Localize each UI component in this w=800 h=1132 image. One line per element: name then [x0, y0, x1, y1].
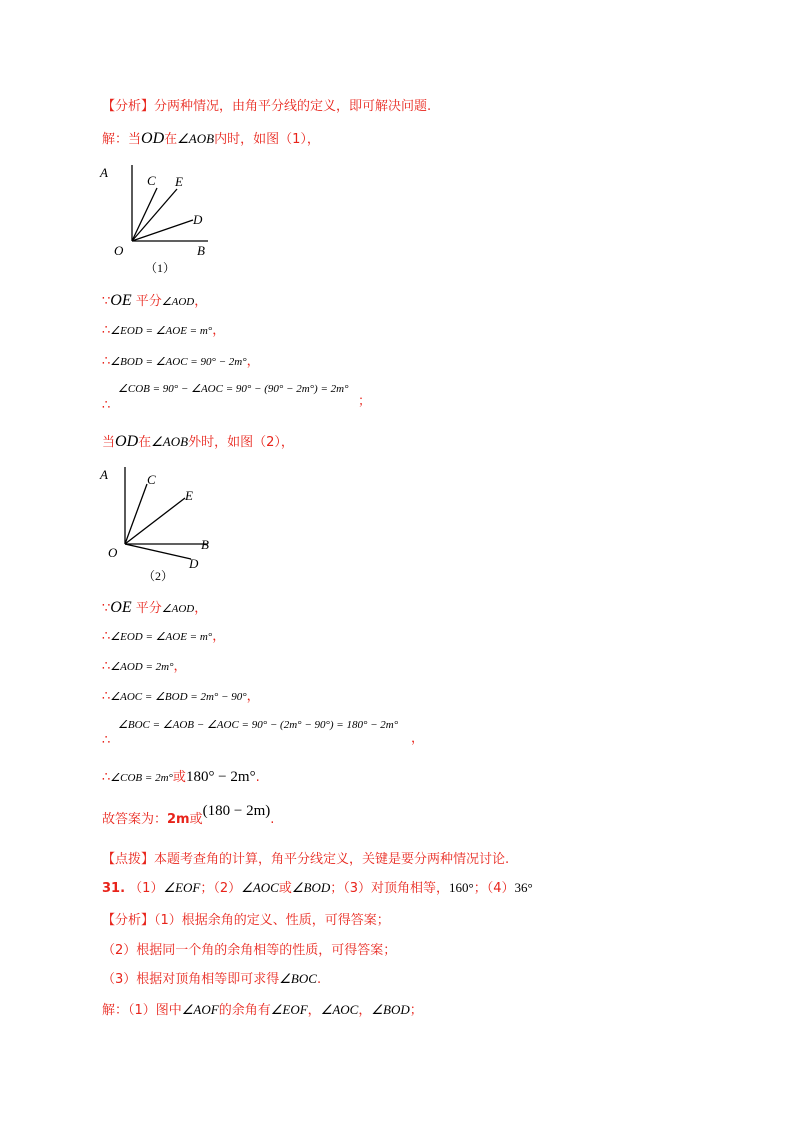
figure-1-caption: （1）	[145, 261, 176, 275]
case2-line-4	[102, 688, 260, 706]
semicolon: ；	[473, 881, 487, 896]
math-angle-aob: ∠AOB	[177, 131, 215, 146]
therefore-symbol: ∴	[102, 689, 111, 704]
therefore-symbol: ∴	[102, 659, 111, 674]
part-2-label: （2）	[213, 881, 242, 896]
analysis-text: 分两种情况，由角平分线的定义，即可解决问题.	[154, 99, 432, 114]
label-d: D	[189, 556, 199, 571]
case1-line-1	[102, 292, 207, 311]
label-e: E	[175, 174, 183, 189]
case1-line-4-expr	[118, 380, 348, 398]
label-b: B	[201, 537, 209, 552]
label-b: B	[197, 243, 205, 258]
solution-case-1-intro	[102, 130, 320, 149]
case1-line-4-end	[358, 393, 371, 411]
analysis-bracket: 【分析】	[102, 913, 155, 928]
part-3-label: （3）	[343, 881, 372, 896]
solution-3-line-1	[102, 1001, 423, 1020]
figure-1	[95, 160, 225, 280]
case2-line-5-therefore	[102, 732, 110, 750]
part-3-answer-text: 对顶角相等，	[371, 881, 450, 896]
math-od: OD	[115, 433, 139, 450]
math-expression: ∠COB = 2m°	[110, 772, 173, 784]
because-symbol: ∵	[102, 294, 111, 309]
label-o: O	[114, 243, 124, 258]
case1-line-4-therefore	[102, 397, 110, 415]
comma: ，	[212, 323, 226, 338]
label-o: O	[108, 545, 118, 560]
math-expression: ∠AOC = ∠BOD = 2m° − 90°	[110, 691, 247, 703]
label-c: C	[147, 173, 156, 188]
math-angle-aod: ∠AOD	[161, 603, 195, 615]
comma: ，	[173, 659, 187, 674]
math-expression: ∠AOD = 2m°	[110, 661, 174, 673]
case2-line-2	[102, 628, 225, 646]
part-2-answer-b: ∠BOD	[291, 880, 331, 895]
comma: ，	[212, 629, 226, 644]
label-d: D	[193, 212, 203, 227]
label-a: A	[100, 467, 108, 482]
analysis-text: （3）根据对顶角相等即可求得	[102, 972, 280, 987]
text-bisects: 平分	[135, 601, 162, 616]
analysis-bracket: 【分析】	[102, 99, 155, 114]
analysis-text: （1）根据余角的定义、性质，可得答案；	[154, 913, 390, 928]
part-2-answer-a: ∠AOC	[241, 880, 279, 895]
math-angle-bod: ∠BOD	[371, 1002, 410, 1017]
comma: ，	[411, 731, 425, 746]
math-angle-aod: ∠AOD	[161, 296, 195, 308]
semicolon: ；	[200, 881, 214, 896]
part-4-label: （4）	[486, 881, 515, 896]
part-1-answer: ∠EOF	[163, 880, 201, 895]
math-angle-aob: ∠AOB	[151, 434, 189, 449]
case1-line-3	[102, 353, 260, 371]
analysis-text: （2）根据同一个角的余角相等的性质，可得答案；	[102, 943, 397, 958]
figure-2-caption: （2）	[143, 569, 174, 583]
solution-suffix: 外时，如图（2），	[188, 435, 294, 450]
analysis-2-line-1	[102, 912, 390, 930]
part-4-answer: 36°	[514, 880, 533, 895]
therefore-symbol: ∴	[102, 398, 111, 413]
math-expression: 180° − 2m°	[185, 769, 256, 785]
solution-prefix: 解：当	[102, 132, 142, 147]
math-expression: ∠BOC = ∠AOB − ∠AOC = 90° − (2m° − 90°) = 180° − 2m°	[118, 719, 399, 731]
therefore-symbol: ∴	[102, 733, 111, 748]
comma: ，	[246, 354, 260, 369]
math-od: OD	[141, 130, 165, 147]
case2-line-1	[102, 599, 207, 618]
part-1-label: （1）	[129, 881, 164, 896]
figure-2	[95, 462, 225, 587]
math-expression: ∠EOD = ∠AOE = m°	[110, 631, 213, 643]
text-or: 或	[278, 881, 292, 896]
case2-line-5-expr	[118, 716, 398, 734]
tip-line	[102, 851, 509, 869]
period: .	[316, 972, 322, 987]
solution-prefix: 解：（1）图中	[102, 1003, 182, 1018]
math-expression: ∠EOD = ∠AOE = m°	[110, 325, 213, 337]
semicolon: ；	[330, 881, 344, 896]
ray-od	[125, 544, 191, 559]
comma: ，	[194, 294, 208, 309]
answer-line	[102, 803, 275, 829]
part-3-answer-value: 160°	[449, 880, 474, 895]
math-angle-eof: ∠EOF	[270, 1002, 308, 1017]
tip-text: 本题考查角的计算，角平分线定义，关键是要分两种情况讨论.	[154, 852, 510, 867]
case2-line-6	[102, 768, 260, 787]
period: .	[255, 770, 260, 785]
text-or: 或	[189, 812, 203, 827]
case2-line-5-end	[411, 730, 424, 748]
math-oe: OE	[110, 599, 132, 616]
comma: ，	[194, 601, 208, 616]
semicolon: ；	[358, 394, 372, 409]
therefore-symbol: ∴	[102, 770, 111, 785]
tip-bracket: 【点拨】	[102, 852, 155, 867]
label-c: C	[147, 472, 156, 487]
solution-prefix: 当	[102, 435, 116, 450]
math-expression: ∠BOD = ∠AOC = 90° − 2m°	[110, 356, 247, 368]
text-bisects: 平分	[135, 294, 162, 309]
math-expression: ∠COB = 90° − ∠AOC = 90° − (90° − 2m°) = 2m°	[118, 383, 349, 395]
analysis-1	[102, 98, 431, 116]
therefore-symbol: ∴	[102, 354, 111, 369]
text-in: 在	[138, 435, 152, 450]
comma: ，	[246, 689, 260, 704]
solution-suffix: 内时，如图（1），	[214, 132, 320, 147]
answer-value-a: 2m	[167, 812, 190, 827]
answer-value-b: (180 − 2m)	[202, 803, 271, 819]
math-oe: OE	[110, 292, 132, 309]
answer-prefix: 故答案为：	[102, 812, 168, 827]
analysis-2-line-3	[102, 970, 321, 989]
question-number: 31.	[102, 881, 126, 896]
solution-text: 的余角有	[218, 1003, 271, 1018]
case1-line-2	[102, 322, 225, 340]
comma: ，	[307, 1003, 321, 1018]
because-symbol: ∵	[102, 601, 111, 616]
therefore-symbol: ∴	[102, 323, 111, 338]
math-angle-boc: ∠BOC	[279, 971, 317, 986]
period: .	[270, 812, 275, 827]
semicolon: ；	[409, 1003, 423, 1018]
label-e: E	[185, 488, 193, 503]
comma: ，	[358, 1003, 372, 1018]
solution-case-2-intro	[102, 433, 294, 452]
question-31-answers	[102, 879, 533, 898]
text-in: 在	[164, 132, 178, 147]
math-angle-aoc: ∠AOC	[320, 1002, 359, 1017]
case2-line-3	[102, 658, 187, 676]
label-a: A	[100, 165, 108, 180]
math-angle-aof: ∠AOF	[181, 1002, 219, 1017]
therefore-symbol: ∴	[102, 629, 111, 644]
analysis-2-line-2	[102, 942, 396, 960]
text-or: 或	[172, 770, 186, 785]
